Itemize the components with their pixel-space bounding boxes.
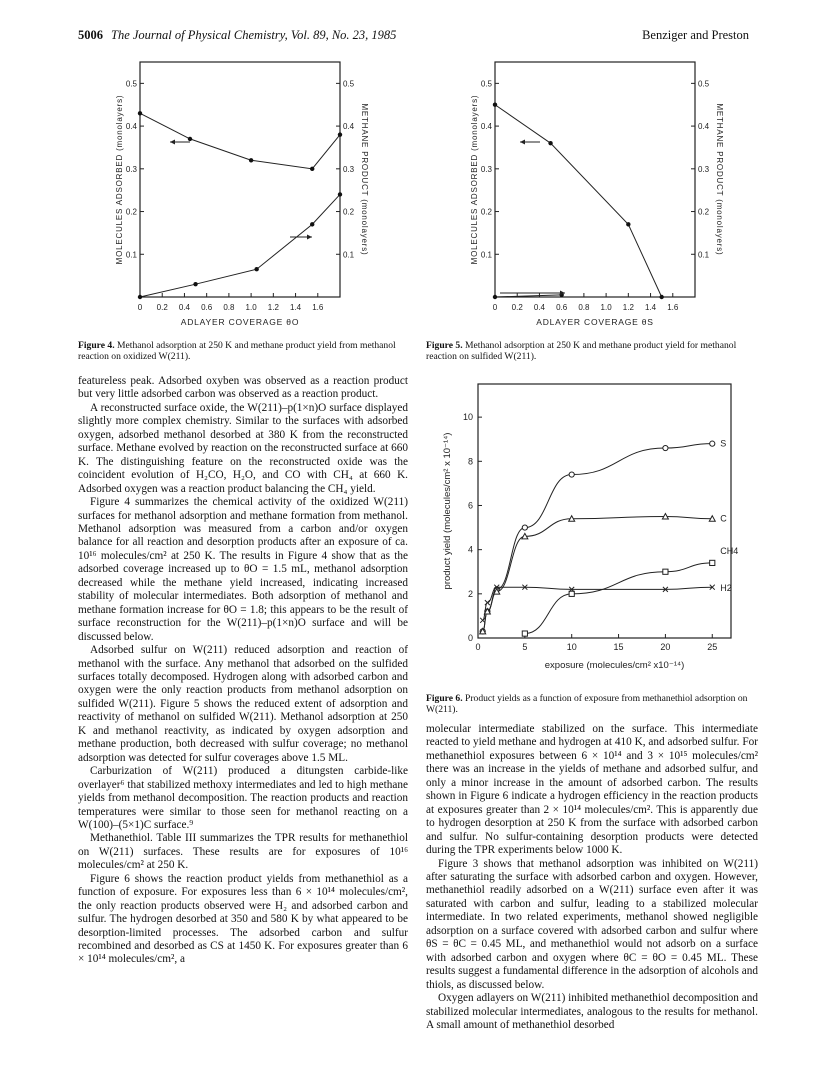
y-tick-label-right: 0.5	[343, 79, 355, 89]
x-tick-label: 0	[475, 642, 481, 652]
x-axis-label: exposure (molecules/cm² x10⁻¹⁴)	[544, 660, 685, 671]
left-text-column	[78, 375, 408, 967]
data-point-s	[569, 472, 574, 477]
y-tick-label-right: 0.4	[343, 122, 355, 132]
running-header-authors: Benziger and Preston	[642, 28, 749, 42]
x-tick-label: 1.4	[289, 303, 302, 312]
y-tick-label: 4	[467, 544, 473, 555]
y-axis-label-left: MOLECULES ADSORBED (monolayers)	[470, 94, 479, 265]
x-tick-label: 1.0	[245, 303, 257, 312]
x-axis-label: ADLAYER COVERAGE θS	[536, 317, 654, 327]
y-tick-label: 10	[462, 412, 473, 423]
paragraph: featureless peak. Adsorbed oxyben was observed as a reaction product but very little adsorbed carbon was observed as a reaction product.	[78, 375, 408, 401]
series-label: H2	[720, 583, 732, 594]
data-point-ch4	[710, 560, 715, 565]
data-point-ch4	[569, 591, 574, 596]
y-tick-label-right: 0.4	[698, 122, 710, 132]
data-point-ch4	[663, 569, 668, 574]
axis-arrowhead	[520, 140, 525, 145]
paragraph: Adsorbed sulfur on W(211) reduced adsorption and reaction of methanol with the surface. Any methanol that adsorbed on the sulfided surfaces totally decomposed. Hydrogen along with adsorbed carbon and oxygen were the only reaction products from methanol adsorption on sulfided W(211). Figure 5 shows the reduced extent of adsorption and reactivity of methanol on sulfided W(211). Methanol adsorption at 250 K and methanol reactivity, as indicated by oxygen adsorption and methane production, both decreased with sulfur coverage; no methanol adsorption was detected for sulfur coverages above 1.5 ML.	[78, 644, 408, 764]
paragraph: molecular intermediate stabilized on the surface. This intermediate reacted to yield methane and hydrogen at 410 K, and adsorbed sulfur. For methanethiol exposures between 6 × 10¹⁴ and 3 × 10¹⁵ molecules/cm² there was an increase in the yields of methane and adsorbed sulfur, and only a minor increase in the amount of adsorbed carbon. The results shown in Figure 6 indicate a hydrogen efficiency in the reaction products at exposures greater than 2 × 10¹⁴ molecules/cm². This is apparently due to hydrogen desorption at 250 K from the surface with adsorbed carbon and sulfur. No sulfur-containing desorption products were detected during the TPR experiments below 1000 K.	[426, 723, 758, 857]
y-tick-label-right: 0.2	[343, 207, 355, 217]
x-tick-label: 1.4	[644, 303, 657, 312]
figure-4-chart	[100, 52, 430, 332]
axis-arrowhead	[170, 140, 175, 145]
x-tick-label: 1.2	[622, 303, 634, 312]
y-tick-label: 0.4	[480, 122, 492, 132]
y-tick-label-right: 0.2	[698, 207, 710, 217]
figure-6-caption: Figure 6. Product yields as a function of exposure from methanethiol adsorption on W(211).	[426, 693, 748, 715]
series-line	[495, 105, 662, 297]
x-tick-label: 10	[566, 642, 577, 652]
y-tick-label: 0.1	[480, 250, 492, 260]
x-tick-label: 0.8	[223, 303, 235, 312]
x-tick-label: 0.8	[578, 303, 590, 312]
x-tick-label: 15	[613, 642, 624, 652]
paragraph: Carburization of W(211) produced a ditungsten carbide-like overlayer⁶ that stabilized methoxy intermediates and led to high methane yields from methanol decomposition. The reaction products and reaction temperatures were similar to those seen for methanol reacting on a W(100)–(5×1)C surface.⁹	[78, 765, 408, 831]
journal-title: The Journal of Physical Chemistry, Vol. 89, No. 23, 1985	[111, 28, 397, 42]
data-point	[659, 295, 663, 299]
series-line	[525, 563, 712, 634]
y-tick-label-right: 0.5	[698, 79, 710, 89]
x-tick-label: 25	[707, 642, 718, 652]
y-tick-label-right: 0.3	[698, 164, 710, 174]
y-tick-label: 0.2	[125, 207, 137, 217]
y-axis-label-left: MOLECULES ADSORBED (monolayers)	[115, 94, 124, 265]
y-tick-label: 0.1	[125, 250, 137, 260]
y-axis-label-right: METHANE PRODUCT (monolayers)	[360, 103, 369, 256]
data-point-h2	[480, 618, 485, 623]
y-tick-label: 0.4	[125, 122, 137, 132]
series-label: C	[720, 513, 727, 524]
series-line	[140, 194, 340, 297]
y-tick-label: 0.3	[125, 164, 137, 174]
paragraph: A reconstructed surface oxide, the W(211)–p(1×n)O surface displayed slightly more complex chemistry. Similar to the surfaces with adsorbed oxygen, adsorbed methanol desorbed at 380 K from the reconstructed surface. Methane evolved by reaction on the reconstructed surface at 660 K. The distinguishing feature on the reconstructed oxide was the coincident evolution of H₂CO, H₂O, and CO with CH₄ at 660 K. Adsorbed oxygen was a reaction product balancing the CH₄ yield.	[78, 401, 408, 495]
paragraph: Oxygen adlayers on W(211) inhibited methanethiol decomposition and stabilized molecular intermediates, analogous to the results for methanol. A small amount of methanethiol desorbed	[426, 992, 758, 1031]
data-point-s	[663, 445, 668, 450]
y-tick-label: 2	[467, 588, 473, 599]
paragraph: Methanethiol. Table III summarizes the TPR results for methanethiol on W(211) surfaces. These results are for exposures of 10¹⁶ molecules/cm² at 250 K.	[78, 832, 408, 872]
y-tick-label: 0.5	[125, 79, 137, 89]
figure-5-chart	[455, 52, 785, 332]
y-axis-label-right: METHANE PRODUCT (monolayers)	[715, 103, 724, 256]
y-tick-label-right: 0.3	[343, 164, 355, 174]
y-tick-label: 6	[467, 500, 473, 511]
x-tick-label: 0.4	[533, 303, 546, 312]
x-tick-label: 0.6	[556, 303, 568, 312]
data-point	[338, 192, 342, 196]
data-point	[493, 103, 497, 107]
data-point	[249, 158, 253, 162]
series-label: S	[720, 438, 727, 449]
data-point	[493, 295, 497, 299]
data-point	[188, 137, 192, 141]
x-tick-label: 0.2	[511, 303, 523, 312]
figure-5-caption: Figure 5. Methanol adsorption at 250 K and methane product yield for methanol reaction on sulfided W(211).	[426, 340, 737, 362]
x-tick-label: 1.6	[667, 303, 679, 312]
data-point-h2	[485, 600, 490, 605]
data-point	[626, 222, 630, 226]
y-tick-label: 0.3	[480, 164, 492, 174]
x-tick-label: 0.4	[178, 303, 191, 312]
data-point	[138, 111, 142, 115]
page-number: 5006	[78, 28, 103, 42]
y-tick-label: 0	[467, 633, 473, 643]
data-point-ch4	[522, 631, 527, 636]
series-label: CH4	[720, 545, 739, 556]
figure-6-chart	[428, 376, 768, 676]
x-tick-label: 0	[492, 303, 498, 312]
data-point	[138, 295, 142, 299]
x-tick-label: 20	[660, 642, 671, 652]
data-point	[310, 167, 314, 171]
x-tick-label: 1.6	[312, 303, 324, 312]
axis-arrowhead	[307, 235, 312, 240]
y-tick-label-right: 0.1	[698, 250, 710, 260]
x-axis-label: ADLAYER COVERAGE θO	[180, 317, 300, 327]
series-line	[140, 113, 340, 169]
series-line	[483, 517, 713, 632]
data-point	[193, 282, 197, 286]
data-point-s	[522, 525, 527, 530]
x-tick-label: 0	[137, 303, 143, 312]
plot-frame	[140, 62, 340, 297]
series-line	[483, 587, 713, 620]
x-tick-label: 0.2	[156, 303, 168, 312]
figure-4-caption: Figure 4. Methanol adsorption at 250 K and methane product yield from methanol reaction on oxidized W(211).	[78, 340, 396, 362]
data-point	[338, 132, 342, 136]
data-point	[254, 267, 258, 271]
x-tick-label: 0.6	[201, 303, 213, 312]
series-line	[483, 444, 713, 632]
data-point	[548, 141, 552, 145]
data-point	[310, 222, 314, 226]
y-axis-label: product yield (molecules/cm² x 10⁻¹⁴)	[442, 432, 453, 590]
y-tick-label: 0.5	[480, 79, 492, 89]
x-tick-label: 5	[522, 642, 528, 652]
paragraph: Figure 4 summarizes the chemical activity of the oxidized W(211) surfaces for methanol adsorption and methane formation from methanol. Methanol adsorption was measured from a carbon and/or oxygen balance for all reaction and desorption products after an exposure of ca. 10¹⁶ molecules/cm² at 250 K. The results in Figure 4 show that as the adsorbed coverage increased up to θO = 1.5 mL, methanol adsorption decreased while the methane yield increased, indicating increased stability of molecular intermediates. Both adsorption of methanol and methane formation increase for θO = 1.8; this appears to be the result of surface reconstruction for the W(211)–p(1×n)O surface and will be discussed below.	[78, 496, 408, 643]
y-tick-label: 0.2	[480, 207, 492, 217]
data-point-s	[710, 441, 715, 446]
x-tick-label: 1.2	[267, 303, 279, 312]
plot-frame	[478, 384, 731, 638]
plot-frame	[495, 62, 695, 297]
paragraph: Figure 3 shows that methanol adsorption was inhibited on W(211) after saturating the surface with adsorbed carbon and oxygen. However, methanethiol readily adsorbed on a W(211) surface even after it was saturated with carbon and sulfur, leading to a stabilized molecular intermediate. In two related experiments, methanol showed negligible adsorption on a surface covered with adsorbed carbon and sulfur where θS = θC = 0.45 ML, and methanethiol would not adsorb on a surface with adsorbed carbon and oxygen where θC = θO = 0.45 ML. These results suggest a fundamental difference in the adsorption of alcohols and thiols, as discussed below.	[426, 857, 758, 991]
paragraph: Figure 6 shows the reaction product yields from methanethiol as a function of exposure. For exposures less than 6 × 10¹⁴ molecules/cm², the only reaction products observed were H₂ and adsorbed carbon and sulfur. The hydrogen desorbed at 350 and 580 K by what appeared to be desorption-limited processes. The adsorbed carbon and sulfur recombined and desorbed as CS at 1450 K. For exposures greater than 6 × 10¹⁴ molecules/cm², a	[78, 872, 408, 966]
right-text-column	[426, 723, 758, 1032]
x-tick-label: 1.0	[600, 303, 612, 312]
y-tick-label-right: 0.1	[343, 250, 355, 260]
running-header-left	[78, 28, 396, 43]
y-tick-label: 8	[467, 456, 473, 467]
